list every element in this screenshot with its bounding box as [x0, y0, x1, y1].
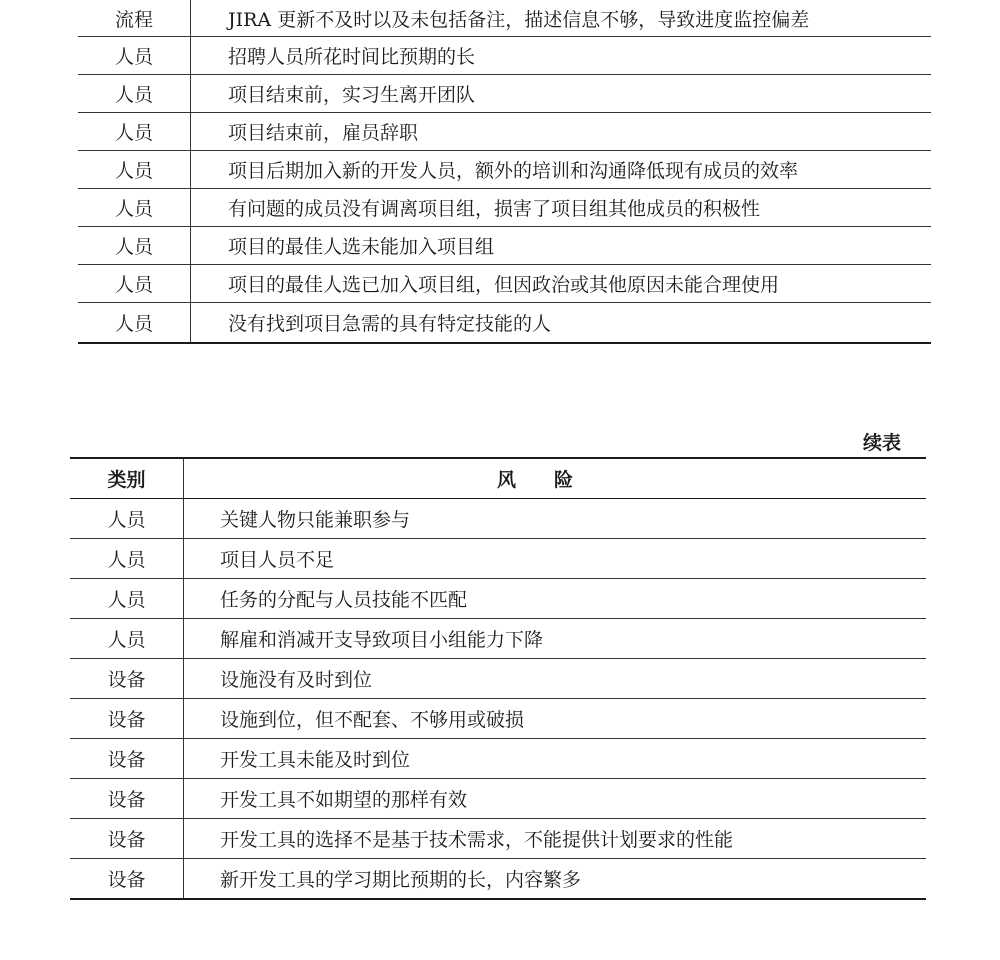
risk-cell: 任务的分配与人员技能不匹配: [220, 589, 468, 611]
table-row: [78, 151, 931, 189]
risk-cell: 开发工具不如期望的那样有效: [220, 789, 468, 811]
risk-cell: 有问题的成员没有调离项目组，损害了项目组其他成员的积极性: [228, 198, 761, 220]
risk-cell: 招聘人员所花时间比预期的长: [228, 46, 476, 68]
table-row: [78, 303, 931, 342]
category-cell: 人员: [78, 75, 191, 112]
table-row: [78, 37, 931, 75]
table-row: [70, 779, 926, 819]
risk-cell: 项目后期加入新的开发人员，额外的培训和沟通降低现有成员的效率: [228, 160, 799, 182]
table-row: [78, 75, 931, 113]
table-row: [70, 659, 926, 699]
table-row: [78, 0, 931, 37]
risk-cell: 项目结束前，雇员辞职: [228, 122, 419, 144]
table-row: [70, 499, 926, 539]
risk-cell: 项目的最佳人选未能加入项目组: [228, 236, 495, 258]
category-cell: 人员: [70, 619, 184, 658]
table-header-row: [70, 459, 926, 499]
risk-cell: 新开发工具的学习期比预期的长，内容繁多: [220, 869, 582, 891]
table-row: [78, 189, 931, 227]
category-cell: 人员: [78, 151, 191, 188]
category-header: 类别: [70, 459, 184, 498]
risk-cell: 开发工具未能及时到位: [220, 749, 411, 771]
risk-cell: 项目人员不足: [220, 549, 335, 571]
risk-header: 风 险: [496, 469, 573, 491]
risk-table: [70, 457, 926, 900]
risk-cell: 设施到位，但不配套、不够用或破损: [220, 709, 525, 731]
risk-cell: JIRA 更新不及时以及未包括备注，描述信息不够，导致进度监控偏差: [228, 8, 810, 31]
risk-cell: 设施没有及时到位: [220, 669, 373, 691]
category-cell: 人员: [70, 499, 184, 538]
risk-cell: 项目的最佳人选已加入项目组，但因政治或其他原因未能合理使用: [228, 274, 780, 296]
table-row: [70, 739, 926, 779]
table-row: [70, 859, 926, 898]
category-cell: 人员: [70, 539, 184, 578]
table-row: [78, 265, 931, 303]
table-row: [70, 619, 926, 659]
risk-cell: 没有找到项目急需的具有特定技能的人: [228, 313, 552, 335]
category-cell: 设备: [70, 699, 184, 738]
risk-table-continued: [78, 0, 931, 344]
risk-cell: 关键人物只能兼职参与: [220, 509, 411, 531]
table-row: [78, 113, 931, 151]
category-cell: 人员: [78, 265, 191, 302]
table-row: [78, 227, 931, 265]
category-cell: 设备: [70, 659, 184, 698]
category-cell: 人员: [78, 37, 191, 74]
category-cell: 设备: [70, 819, 184, 858]
risk-cell: 项目结束前，实习生离开团队: [228, 84, 476, 106]
continued-table-label: 续表: [863, 432, 902, 454]
risk-cell: 解雇和消减开支导致项目小组能力下降: [220, 629, 544, 651]
category-cell: 人员: [78, 113, 191, 150]
risk-cell: 开发工具的选择不是基于技术需求，不能提供计划要求的性能: [220, 829, 734, 851]
table-row: [70, 819, 926, 859]
category-cell: 流程: [78, 0, 191, 36]
category-cell: 设备: [70, 739, 184, 778]
category-cell: 设备: [70, 859, 184, 898]
table-row: [70, 579, 926, 619]
category-cell: 人员: [78, 189, 191, 226]
table-row: [70, 699, 926, 739]
category-cell: 设备: [70, 779, 184, 818]
category-cell: 人员: [78, 227, 191, 264]
category-cell: 人员: [78, 303, 191, 342]
table-row: [70, 539, 926, 579]
category-cell: 人员: [70, 579, 184, 618]
